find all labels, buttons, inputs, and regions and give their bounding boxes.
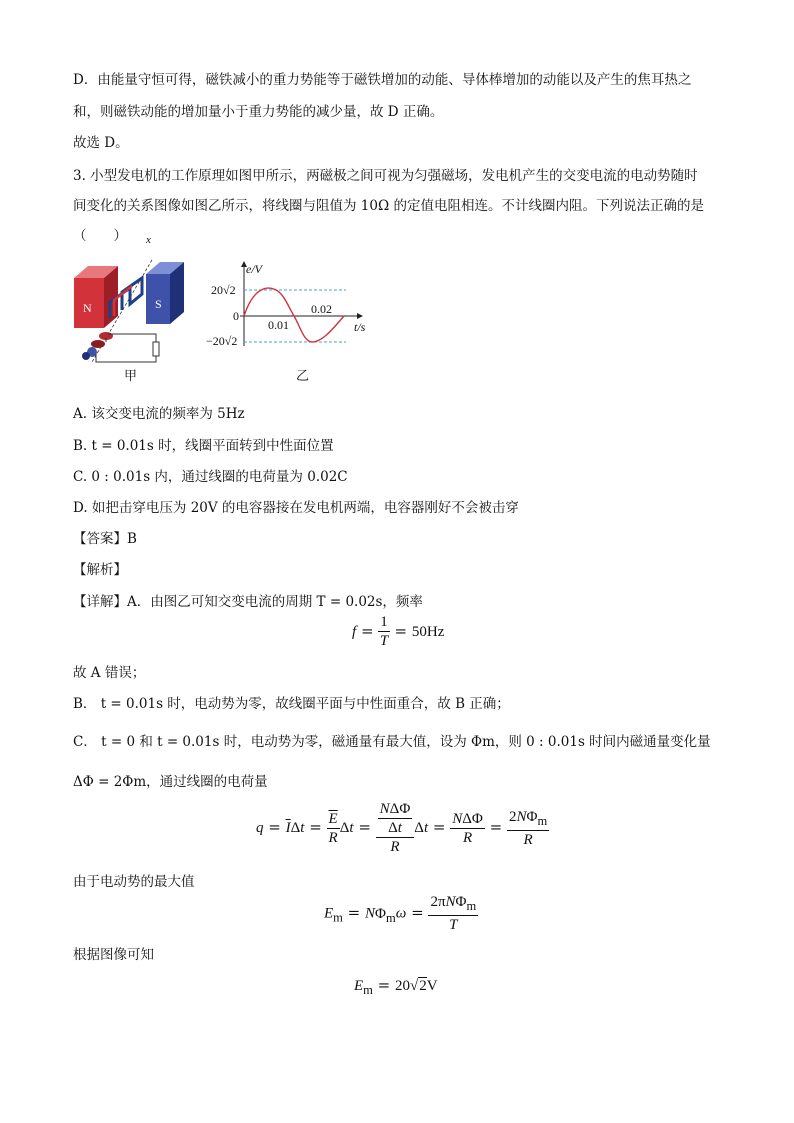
graph-y-min-label: −20√2 [206,334,238,348]
formula-charge: $q = \overline{I}\Delta t$ = $\frac{\overline{E}}{R}$ Δt = $\frac{\frac{\text{NΔΦ}}{\Delta t}}{R}$ Δt = $\frac{\text{NΔΦ}}{R}$ = $\frac{2N\Phi_m}{R}$ [256,801,548,855]
formula-frequency: f = $\frac{1}{T}$ = 50Hz [352,614,445,649]
axis-x-label: x [146,234,151,246]
answer-bracket: 【答案】 [73,531,127,547]
graph-tick-001: 0.01 [268,318,289,332]
detail-a-conclusion: 故 A 错误； [73,665,146,681]
figure-yi-caption: 乙 [296,369,310,384]
detail-bracket: 【详解】 [73,594,127,610]
detail-a-text: A．由图乙可知交变电流的周期 T = 0.02s，频率 [127,594,423,610]
detail-b-text: B． t = 0.01s 时，电动势为零，故线圈平面与中性面重合，故 B 正确； [73,696,510,712]
emax-text: 由于电动势的最大值 [73,874,195,890]
option-d: D. 如把击穿电压为 20V 的电容器接在发电机两端，电容器刚好不会被击穿 [73,500,519,516]
pole-s-label: S [155,297,162,311]
graph-tick-002: 0.02 [311,302,332,316]
graph-x-label: t/s [354,320,366,334]
graph-text: 根据图像可知 [73,947,154,963]
detail-a-line [73,590,423,610]
prev-conclusion: 故选 D。 [73,135,129,151]
figure-yi-emf-graph [200,258,370,368]
detail-c-delta: ΔΦ = 2Φm，通过线圈的电荷量 [73,774,268,790]
answer-line [73,527,137,547]
formula-emax: $E_m = N\Phi_m\omega$ = $\frac{2\pi N\Phi_m}{T}$ [324,894,477,933]
question-stem-line1: 3. 小型发电机的工作原理如图甲所示，两磁极之间可视为匀强磁场，发电机产生的交变电流的电动势随时 [73,168,698,184]
graph-y-label: e/V [246,262,262,276]
option-b: B. t = 0.01s 时，线圈平面转到中性面位置 [73,438,334,454]
answer-blank: （ ） [73,228,127,244]
prev-solution-d-line2: 和，则磁铁动能的增加量小于重力势能的减少量，故 D 正确。 [73,104,444,120]
formula-emax-value: $E_m = 20√2V$ [354,976,438,997]
detail-c-text: C． t = 0 和 t = 0.01s 时，电动势为零，磁通量有最大值，设为 Φm，则 0 : 0.01s 时间内磁通量变化量 [73,734,711,750]
prev-solution-d-line1: D．由能量守恒可得，磁铁减小的重力势能等于磁铁增加的动能、导体棒增加的动能以及产生的焦耳热之 [73,72,692,88]
pole-n-label: N [83,301,92,315]
answer-value: B [127,531,137,547]
figure-jia-caption: 甲 [124,369,138,384]
option-c: C. 0 : 0.01s 内，通过线圈的电荷量为 0.02C [73,469,348,485]
graph-origin-label: 0 [233,309,239,323]
option-a: A. 该交变电流的频率为 5Hz [73,406,245,422]
question-stem-line2: 间变化的关系图像如图乙所示，将线圈与阻值为 10Ω 的定值电阻相连。不计线圈内阻。下列说法正确的是 [73,198,704,214]
graph-y-max-label: 20√2 [211,283,236,297]
analysis-bracket: 【解析】 [73,562,127,578]
